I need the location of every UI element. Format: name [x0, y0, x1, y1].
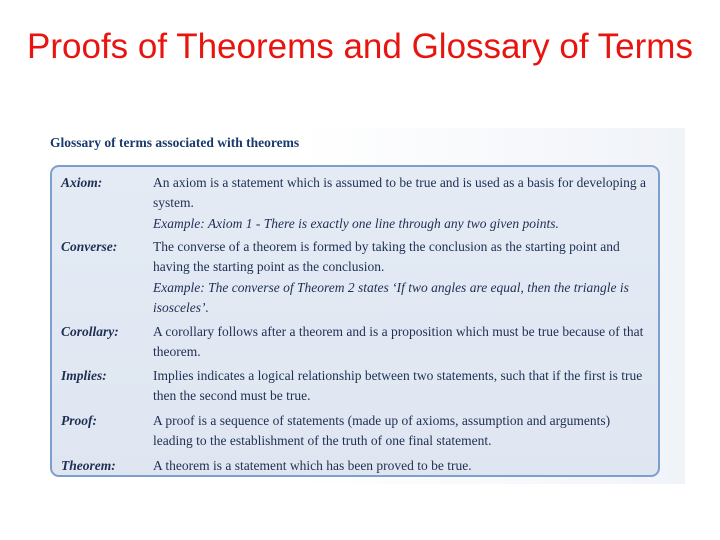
glossary-box — [50, 165, 660, 477]
definition-text: The converse of a theorem is formed by taking the conclusion as the starting point and having the starting point as the conclusion. — [153, 239, 620, 275]
term-implies: Implies: — [61, 368, 107, 383]
definition-converse — [153, 237, 653, 318]
definition-axiom — [153, 173, 653, 234]
definition-text: A corollary follows after a theorem and is a proposition which must be true because of that theorem. — [153, 324, 644, 360]
definition-proof — [153, 411, 653, 452]
definition-text: A theorem is a statement which has been proved to be true. — [153, 458, 472, 473]
glossary-heading: Glossary of terms associated with theorems — [50, 135, 300, 150]
example-text: Example: The converse of Theorem 2 states ‘If two angles are equal, then the triangle is isosceles’. — [153, 279, 629, 315]
definition-text: Implies indicates a logical relationship between two statements, such that if the first is true then the second must be true. — [153, 368, 643, 404]
definition-corollary — [153, 322, 653, 363]
term-theorem: Theorem: — [61, 458, 116, 473]
example-text: Example: Axiom 1 - There is exactly one line through any two given points. — [153, 215, 559, 231]
definition-text: An axiom is a statement which is assumed to be true and is used as a basis for developing a system. — [153, 175, 647, 211]
term-converse: Converse: — [61, 239, 118, 254]
term-proof: Proof: — [61, 413, 97, 428]
definition-theorem — [153, 456, 653, 476]
definition-text: A proof is a sequence of statements (made up of axioms, assumption and arguments) leading to the establishment of the truth of one final statement. — [153, 413, 611, 449]
glossary-figure — [44, 128, 685, 484]
term-axiom: Axiom: — [61, 175, 103, 190]
definition-implies — [153, 366, 653, 407]
slide-title: Proofs of Theorems and Glossary of Terms — [27, 27, 693, 66]
term-corollary: Corollary: — [61, 324, 119, 339]
